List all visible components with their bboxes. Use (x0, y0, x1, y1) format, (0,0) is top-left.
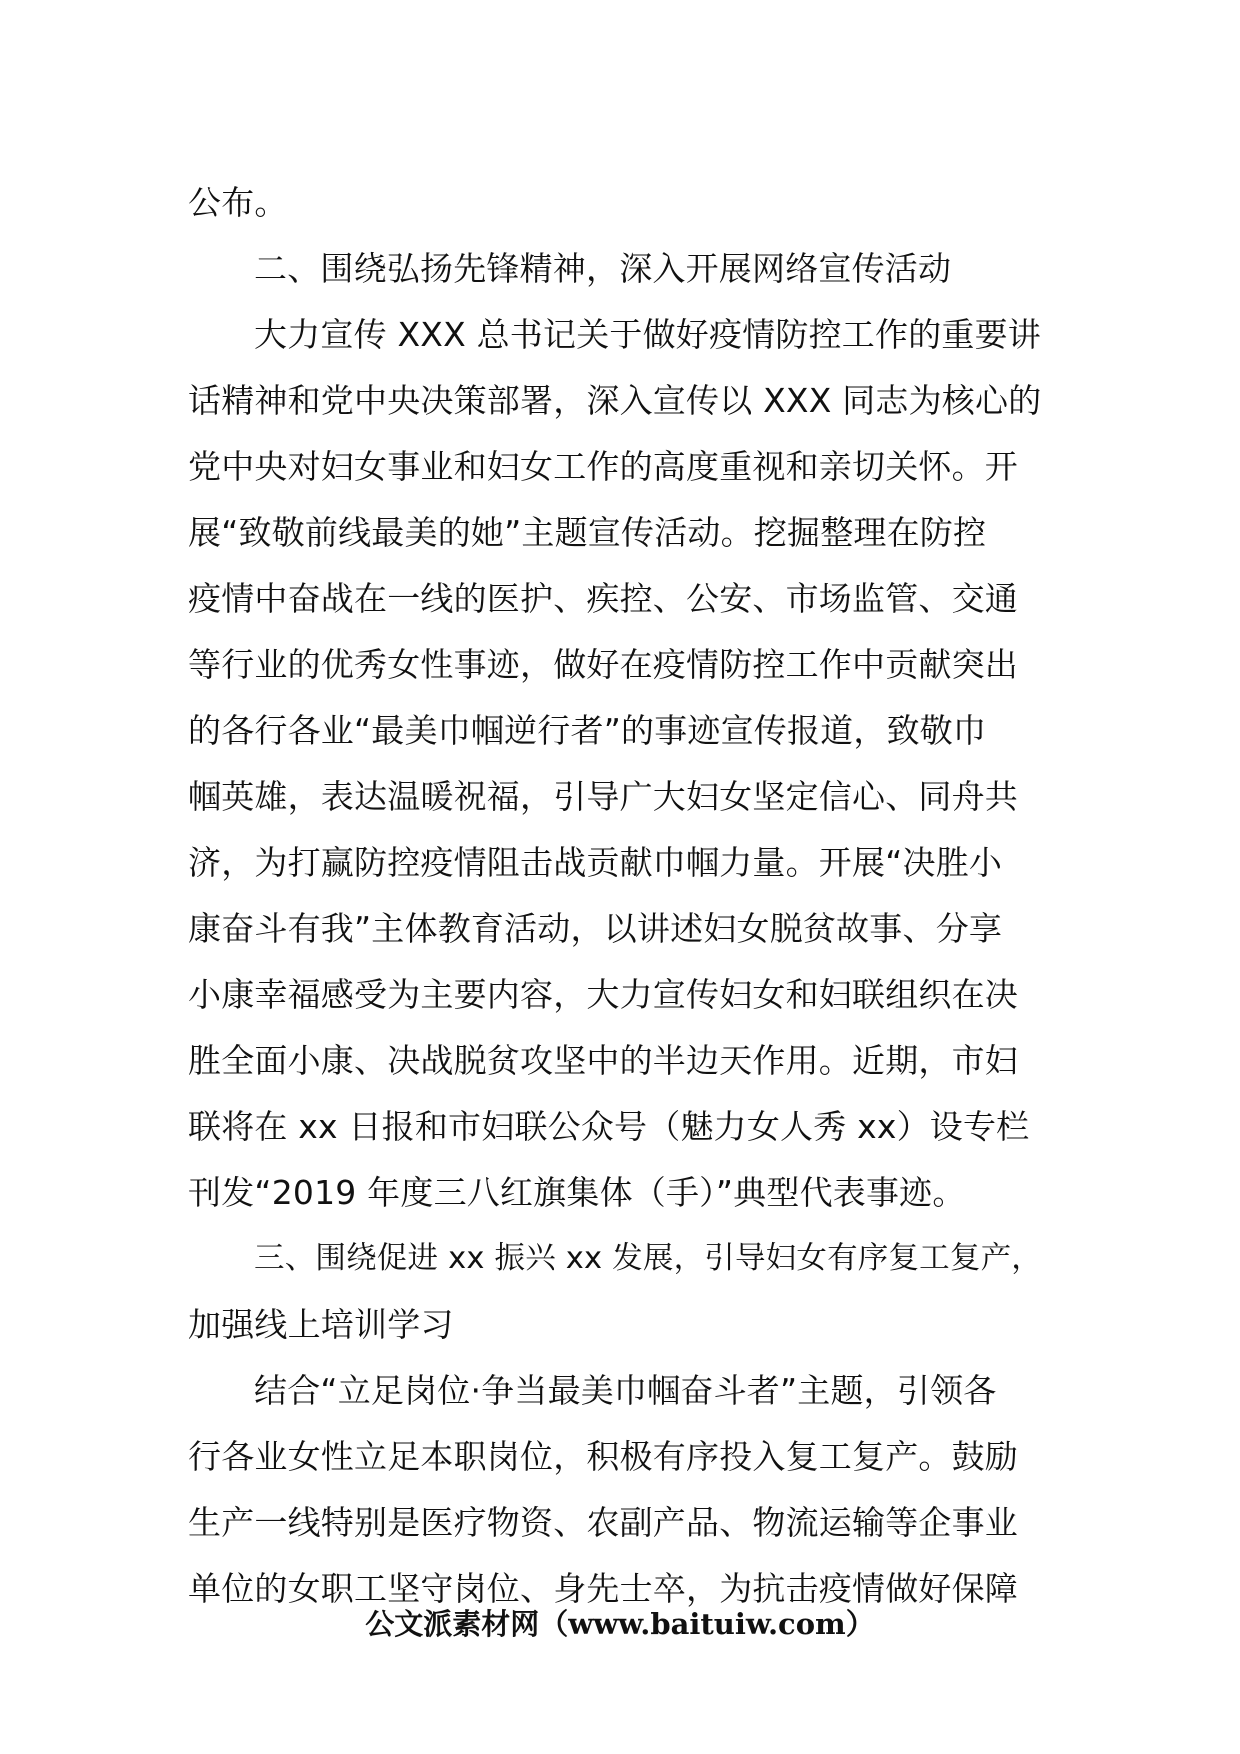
text-line: 话精神和党中央决策部署，深入宣传以 XXX 同志为核心的 (188, 381, 1042, 420)
text-line: 刊发“2019 年度三八红旗集体（手）”典型代表事迹。 (188, 1173, 966, 1212)
text-line: 单位的女职工坚守岗位、身先士卒，为抗击疫情做好保障 (188, 1569, 1018, 1608)
text-line: 展“致敬前线最美的她”主题宣传活动。挖掘整理在防控 (188, 513, 987, 552)
text-line: 的各行各业“最美巾帼逆行者”的事迹宣传报道，致敬巾 (188, 711, 987, 750)
text-line: 小康幸福感受为主要内容，大力宣传妇女和妇联组织在决 (188, 975, 1018, 1014)
text-line: 党中央对妇女事业和妇女工作的高度重视和亲切关怀。开 (188, 447, 1018, 486)
text-line: 疫情中奋战在一线的医护、疾控、公安、市场监管、交通 (188, 579, 1018, 618)
text-line: 二、围绕弘扬先锋精神，深入开展网络宣传活动 (254, 249, 952, 288)
text-line: 行各业女性立足本职岗位，积极有序投入复工复产。鼓励 (188, 1437, 1018, 1476)
text-line: 胜全面小康、决战脱贫攻坚中的半边天作用。近期，市妇 (188, 1041, 1018, 1080)
text-line: 公布。 (188, 183, 288, 222)
text-line: 联将在 xx 日报和市妇联公众号（魅力女人秀 xx）设专栏 (188, 1107, 1030, 1146)
document-body (188, 170, 1052, 1622)
text-line: 加强线上培训学习 (188, 1305, 454, 1344)
text-line: 帼英雄，表达温暖祝福，引导广大妇女坚定信心、同舟共 (188, 777, 1018, 816)
text-line: 结合“立足岗位·争当最美巾帼奋斗者”主题，引领各 (254, 1371, 997, 1410)
text-line: 等行业的优秀女性事迹，做好在疫情防控工作中贡献突出 (188, 645, 1018, 684)
text-line: 生产一线特别是医疗物资、农副产品、物流运输等企事业 (188, 1503, 1018, 1542)
text-line: 三、围绕促进 xx 振兴 xx 发展，引导妇女有序复工复产， (254, 1241, 1042, 1276)
footer-watermark: 公文派素材网（www.baituiw.com） (365, 1607, 875, 1641)
text-line: 康奋斗有我”主体教育活动，以讲述妇女脱贫故事、分享 (188, 909, 1003, 948)
text-line: 大力宣传 XXX 总书记关于做好疫情防控工作的重要讲 (254, 315, 1042, 354)
text-line: 济，为打赢防控疫情阻击战贡献巾帼力量。开展“决胜小 (188, 843, 1003, 882)
